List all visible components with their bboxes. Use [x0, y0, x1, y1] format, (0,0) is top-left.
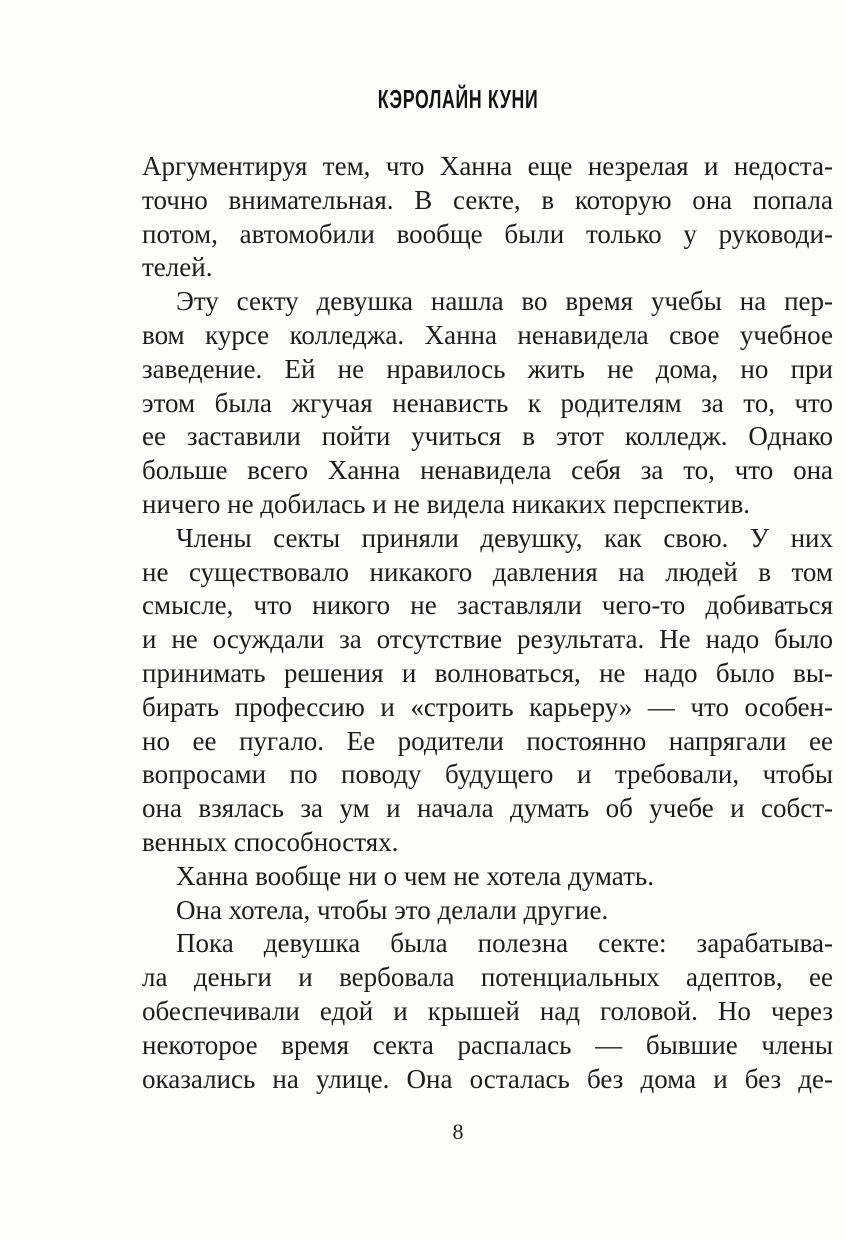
text-line: вом курсе колледжа. Ханна ненавидела свое учебное [142, 319, 833, 350]
text-line: оказались на улице. Она осталась без дома и без де- [142, 1063, 833, 1094]
paragraph [142, 285, 833, 522]
paragraph [142, 522, 833, 860]
text-line: вопросами по поводу будущего и требовали, чтобы [142, 759, 833, 790]
text-line: Пока девушка была полезна секте: зарабатыва- [176, 928, 833, 959]
text-line: Эту секту девушка нашла во время учебы на пер- [176, 286, 833, 317]
text-line: Аргументируя тем, что Ханна еще незрелая и недоста- [142, 151, 833, 181]
text-line: потом, автомобили вообще были только у руководи- [142, 218, 833, 249]
text-line: и не осуждали за отсутствие результата. Не надо было [142, 624, 833, 655]
body-text [142, 150, 833, 1096]
text-line: ее заставили пойти учиться в этот колледж. Однако [142, 421, 833, 452]
text-line: Ханна вообще ни о чем не хотела думать. [176, 860, 654, 891]
text-line: телей. [142, 252, 213, 283]
text-line: она взялась за ум и начала думать об учебе и собст- [142, 793, 833, 824]
text-line: некоторое время секта распалась — бывшие члены [142, 1029, 833, 1060]
running-header [0, 84, 845, 115]
text-line: венных способностях. [142, 826, 399, 857]
text-line: ничего не добилась и не видела никаких перспектив. [142, 488, 751, 519]
text-line: бирать профессию и «строить карьеру» — что особен- [142, 691, 833, 722]
page-number: 8 [452, 1119, 464, 1144]
paragraph [142, 860, 833, 894]
paragraph [142, 927, 833, 1096]
text-line: больше всего Ханна ненавидела себя за то, что она [142, 455, 833, 486]
paragraph [142, 150, 833, 285]
text-line: принимать решения и волноваться, не надо было вы- [142, 657, 833, 688]
text-line: заведение. Ей не нравилось жить не дома, но при [142, 353, 833, 384]
text-line: Она хотела, чтобы это делали другие. [176, 894, 609, 925]
text-line: смысле, что никого не заставляли чего-то добиваться [142, 590, 833, 621]
paragraph [142, 894, 833, 928]
running-header-text: КЭРОЛАЙН КУНИ [377, 84, 539, 114]
text-line: ла деньги и вербовала потенциальных адептов, ее [142, 962, 833, 993]
text-line: не существовало никакого давления на людей в том [142, 556, 833, 587]
text-line: этом была жгучая ненависть к родителям за то, что [142, 387, 833, 418]
text-line: но ее пугало. Ее родители постоянно напрягали ее [142, 725, 833, 756]
text-line: Члены секты приняли девушку, как свою. У них [176, 522, 833, 553]
text-line: обеспечивали едой и крышей над головой. Но через [142, 995, 833, 1026]
text-line: точно внимательная. В секте, в которую она попала [142, 184, 833, 215]
